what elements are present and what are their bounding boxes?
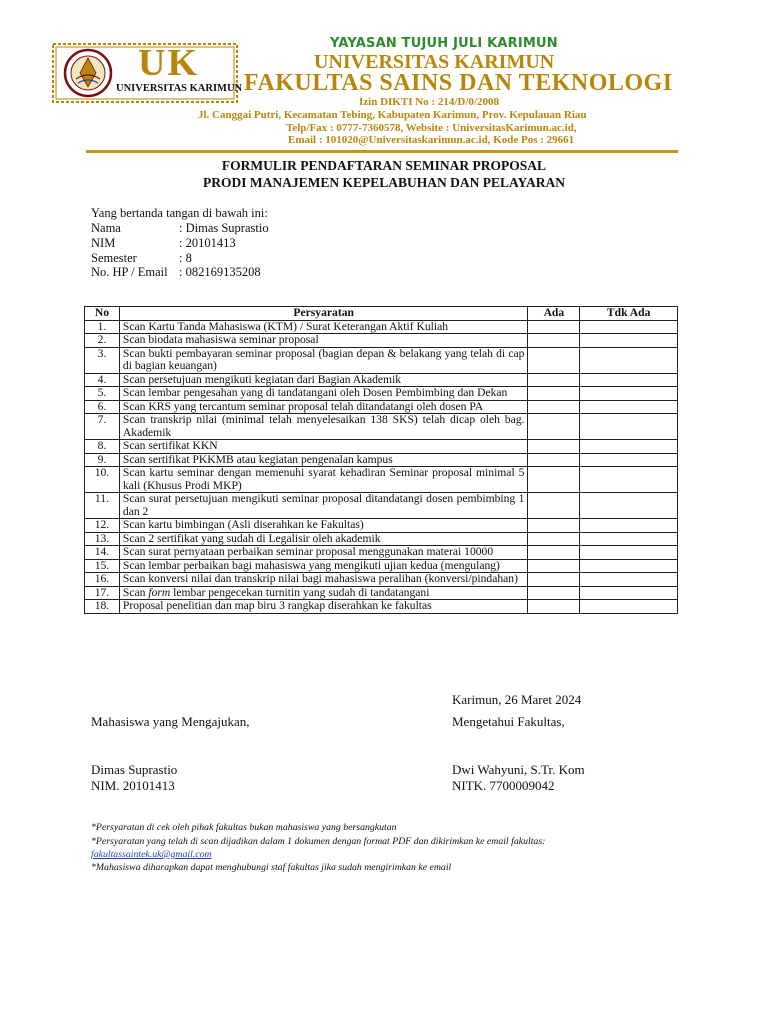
field-value: : 20101413 [179, 236, 236, 250]
not-available-cell[interactable] [580, 493, 678, 519]
address: Jl. Canggai Putri, Kecamatan Tebing, Kabupaten Karimun, Prov. Kepulauan Riau [198, 109, 587, 121]
note-2: *Persyaratan yang telah di scan dijadikan dalam 1 dokumen dengan format PDF dan dikirimkan ke email fakultas: [91, 836, 546, 847]
col-header-not-available: Tdk Ada [580, 307, 678, 321]
available-cell[interactable] [528, 400, 580, 414]
table-row [85, 320, 678, 334]
faculty-email-link[interactable]: fakultassaintek.uk@gmail.com [91, 849, 212, 860]
row-requirement: Scan Kartu Tanda Mahasiswa (KTM) / Surat Keterangan Aktif Kuliah [119, 320, 528, 334]
available-cell[interactable] [528, 493, 580, 519]
form-subtitle: PRODI MANAJEMEN KEPELABUHAN DAN PELAYARAN [202, 175, 566, 190]
row-number: 12. [85, 519, 120, 533]
available-cell[interactable] [528, 600, 580, 614]
faculty-name: FAKULTAS SAINS DAN TEKNOLOGI [244, 70, 673, 96]
applicant-role: Mahasiswa yang Mengajukan, [91, 714, 250, 729]
not-available-cell[interactable] [580, 467, 678, 493]
table-row [85, 600, 678, 614]
not-available-cell[interactable] [580, 414, 678, 440]
field-label: Nama [91, 221, 121, 235]
row-requirement: Scan kartu bimbingan (Asli diserahkan ke Fakultas) [119, 519, 528, 533]
university-name: UNIVERSITAS KARIMUN [314, 51, 555, 73]
row-requirement: Scan persetujuan mengikuti kegiatan dari Bagian Akademik [119, 373, 528, 387]
row-requirement: Scan sertifikat KKN [119, 440, 528, 454]
row-number: 10. [85, 467, 120, 493]
applicant-name: Dimas Suprastio [91, 762, 178, 777]
requirement-text: lembar pengecekan turnitin yang sudah di tandatangani [170, 585, 430, 599]
available-cell[interactable] [528, 453, 580, 467]
note-3: *Mahasiswa diharapkan dapat menghubungi staf fakultas jika sudah mengirimkan ke email [91, 862, 452, 873]
row-number: 7. [85, 414, 120, 440]
row-requirement: Scan 2 sertifikat yang sudah di Legalisir oleh akademik [119, 532, 528, 546]
university-logo [52, 42, 243, 103]
available-cell[interactable] [528, 532, 580, 546]
available-cell[interactable] [528, 387, 580, 401]
field-nim [91, 236, 236, 251]
col-header-no: No [85, 307, 120, 321]
table-row [85, 373, 678, 387]
not-available-cell[interactable] [580, 600, 678, 614]
row-requirement: Scan lembar perbaikan bagi mahasiswa yang mengikuti ujian kedua (mengulang) [119, 559, 528, 573]
not-available-cell[interactable] [580, 586, 678, 600]
row-requirement: Scan surat pernyataan perbaikan seminar proposal menggunakan materai 10000 [119, 546, 528, 560]
row-number: 8. [85, 440, 120, 454]
table-row [85, 559, 678, 573]
available-cell[interactable] [528, 546, 580, 560]
row-number: 13. [85, 532, 120, 546]
table-row [85, 453, 678, 467]
faculty-signer-id: NITK. 7700009042 [452, 778, 555, 793]
table-row [85, 573, 678, 587]
not-available-cell[interactable] [580, 440, 678, 454]
foundation-name: YAYASAN TUJUH JULI KARIMUN [330, 36, 558, 51]
row-requirement: Scan sertifikat PKKMB atau kegiatan pengenalan kampus [119, 453, 528, 467]
table-row [85, 414, 678, 440]
row-number: 5. [85, 387, 120, 401]
email-postcode: Email : 101020@Universitaskarimun.ac.id, Kode Pos : 29661 [288, 134, 575, 146]
table-row [85, 400, 678, 414]
row-requirement: Scan konversi nilai dan transkrip nilai bagi mahasiswa peralihan (konversi/pindahan) [119, 573, 528, 587]
faculty-role: Mengetahui Fakultas, [452, 714, 565, 729]
table-row [85, 440, 678, 454]
row-number: 11. [85, 493, 120, 519]
field-name [91, 221, 269, 236]
row-number: 14. [85, 546, 120, 560]
not-available-cell[interactable] [580, 532, 678, 546]
table-row [85, 334, 678, 348]
row-requirement: Scan biodata mahasiswa seminar proposal [119, 334, 528, 348]
field-value: : 8 [179, 251, 192, 265]
form-title: FORMULIR PENDAFTARAN SEMINAR PROPOSAL [221, 158, 547, 173]
row-number: 6. [85, 400, 120, 414]
available-cell[interactable] [528, 519, 580, 533]
table-row [85, 532, 678, 546]
table-row [85, 387, 678, 401]
not-available-cell[interactable] [580, 400, 678, 414]
available-cell[interactable] [528, 320, 580, 334]
col-header-available: Ada [528, 307, 580, 321]
available-cell[interactable] [528, 440, 580, 454]
row-number: 18. [85, 600, 120, 614]
university-emblem-icon [65, 50, 111, 96]
row-requirement: Scan transkrip nilai (minimal telah menyelesaikan 138 SKS) telah dicap oleh bag. Akademik [119, 414, 528, 440]
not-available-cell[interactable] [580, 334, 678, 348]
table-row [85, 519, 678, 533]
logo-caption: UNIVERSITAS KARIMUN [116, 83, 243, 94]
requirement-text: Scan [122, 585, 149, 599]
not-available-cell[interactable] [580, 387, 678, 401]
available-cell[interactable] [528, 467, 580, 493]
row-requirement: Scan kartu seminar dengan memenuhi syarat kehadiran Seminar proposal minimal 5 kali (Khusus Prodi MKP) [119, 467, 528, 493]
row-requirement: Scan lembar pengesahan yang di tandatangani oleh Dosen Pembimbing dan Dekan [119, 387, 528, 401]
not-available-cell[interactable] [580, 453, 678, 467]
table-row [85, 586, 678, 600]
available-cell[interactable] [528, 334, 580, 348]
row-number: 1. [85, 320, 120, 334]
requirements-table [84, 306, 678, 614]
applicant-id: NIM. 20101413 [91, 778, 175, 793]
row-requirement: Scan KRS yang tercantum seminar proposal telah ditandatangi oleh dosen PA [119, 400, 528, 414]
note-1: *Persyaratan di cek oleh pihak fakultas bukan mahasiswa yang bersangkutan [91, 822, 397, 833]
available-cell[interactable] [528, 347, 580, 373]
not-available-cell[interactable] [580, 373, 678, 387]
available-cell[interactable] [528, 373, 580, 387]
table-row [85, 347, 678, 373]
row-number: 4. [85, 373, 120, 387]
table-row [85, 493, 678, 519]
not-available-cell[interactable] [580, 559, 678, 573]
requirement-emphasis: form [148, 585, 171, 599]
place-date: Karimun, 26 Maret 2024 [452, 692, 582, 707]
field-value: : Dimas Suprastio [179, 221, 269, 235]
field-phone-email [91, 265, 261, 280]
row-requirement: Scan surat persetujuan mengikuti seminar proposal ditandatangi dosen pembimbing 1 dan 2 [119, 493, 528, 519]
field-value: : 082169135208 [179, 265, 261, 279]
field-label: Semester [91, 251, 137, 265]
field-label: NIM [91, 236, 116, 250]
faculty-signer-name: Dwi Wahyuni, S.Tr. Kom [452, 762, 585, 777]
row-number: 3. [85, 347, 120, 373]
intro-text: Yang bertanda tangan di bawah ini: [91, 206, 268, 220]
phone-website: Telp/Fax : 0777-7360578, Website : UniversitasKarimun.ac.id, [286, 122, 577, 134]
not-available-cell[interactable] [580, 320, 678, 334]
not-available-cell[interactable] [580, 573, 678, 587]
row-requirement: Proposal penelitian dan map biru 3 rangkap diserahkan ke fakultas [119, 600, 528, 614]
row-number: 16. [85, 573, 120, 587]
row-number: 15. [85, 559, 120, 573]
logo-mark: UK [138, 42, 199, 84]
table-row [85, 467, 678, 493]
permit-number: Izin DIKTI No : 214/D/0/2008 [359, 96, 499, 108]
available-cell[interactable] [528, 414, 580, 440]
table-header-row [85, 307, 678, 321]
available-cell[interactable] [528, 559, 580, 573]
not-available-cell[interactable] [580, 519, 678, 533]
row-number: 2. [85, 334, 120, 348]
not-available-cell[interactable] [580, 347, 678, 373]
row-requirement: Scan bukti pembayaran seminar proposal (bagian depan & belakang yang telah di cap di bagian keuangan) [119, 347, 528, 373]
available-cell[interactable] [528, 586, 580, 600]
field-semester [91, 251, 192, 266]
row-requirement [119, 586, 528, 600]
col-header-requirement: Persyaratan [119, 307, 528, 321]
header-divider [86, 150, 678, 153]
row-number: 9. [85, 453, 120, 467]
row-number: 17. [85, 586, 120, 600]
field-label: No. HP / Email [91, 265, 168, 279]
not-available-cell[interactable] [580, 546, 678, 560]
table-row [85, 546, 678, 560]
available-cell[interactable] [528, 573, 580, 587]
